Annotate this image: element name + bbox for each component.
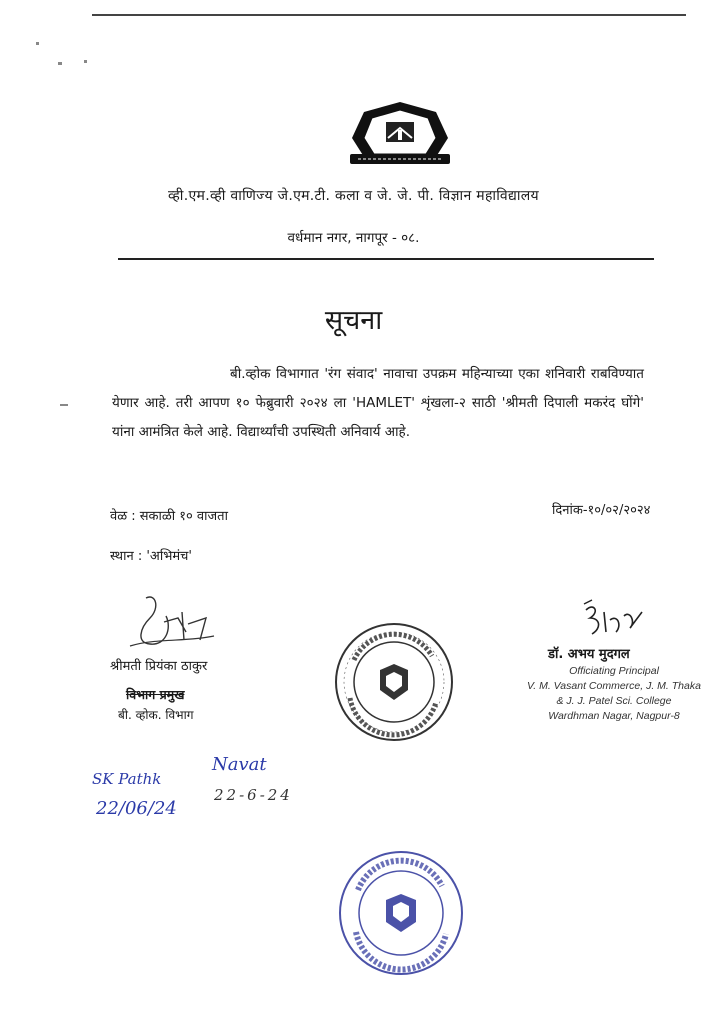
notice-body: बी.व्होक विभागात 'रंग संवाद' नावाचा उपक्रम महिन्याच्या एका शनिवारी राबविण्यात येणार आहे. तरी आपण १० फेब्रुवारी २०२४ ला 'HAMLET' शृंखला-२ साठी 'श्रीमती दिपाली मकरंद घोंगे' यांना आमंत्रित केले आहे. विद्यार्थ्यांची उपस्थिती अनिवार्य आहे. — [112, 366, 644, 440]
college-emblem-icon — [344, 98, 456, 170]
signature-right — [570, 598, 650, 648]
principal-line-1: V. M. Vasant Commerce, J. M. Thaka — [527, 680, 701, 692]
signatory-right-name: डॉ. अभय मुदगल — [548, 647, 630, 662]
handwritten-date-1: 22/06/24 — [96, 798, 177, 819]
college-address: वर्धमान नगर, नागपूर - ०८. — [287, 230, 420, 246]
college-seal-stamp — [332, 620, 456, 744]
notice-title: सूचना — [324, 305, 383, 336]
signatory-left-department: बी. व्होक. विभाग — [118, 708, 194, 722]
handwritten-initials: SK Pathk — [92, 770, 162, 788]
scan-edge-line — [92, 14, 686, 16]
signatory-left-name: श्रीमती प्रियंका ठाकुर — [110, 659, 208, 674]
college-name: व्ही.एम.व्ही वाणिज्य जे.एम.टी. कला व जे. जे. पी. विज्ञान महाविद्यालय — [168, 188, 539, 204]
scan-speck — [84, 60, 87, 63]
principal-line-2: & J. J. Patel Sci. College — [556, 695, 672, 707]
signature-left — [126, 588, 216, 658]
principal-line-3: Wardhman Nagar, Nagpur-8 — [548, 710, 680, 722]
scan-speck — [58, 62, 62, 65]
header-divider — [118, 258, 654, 260]
principal-title: Officiating Principal — [569, 665, 659, 677]
notice-venue: स्थान : 'अभिमंच' — [110, 549, 192, 564]
college-seal-stamp-blue — [336, 848, 466, 978]
scan-speck — [60, 404, 68, 406]
handwritten-name-2: Navat — [212, 754, 267, 775]
signatory-left-role: विभाग प्रमुख — [126, 687, 185, 702]
scan-speck — [36, 42, 39, 45]
handwritten-date-2: 22-6-24 — [214, 786, 293, 804]
principal-rubber-stamp — [526, 664, 702, 724]
notice-date: दिनांक-१०/०२/२०२४ — [552, 503, 651, 518]
notice-time: वेळ : सकाळी १० वाजता — [110, 509, 228, 524]
